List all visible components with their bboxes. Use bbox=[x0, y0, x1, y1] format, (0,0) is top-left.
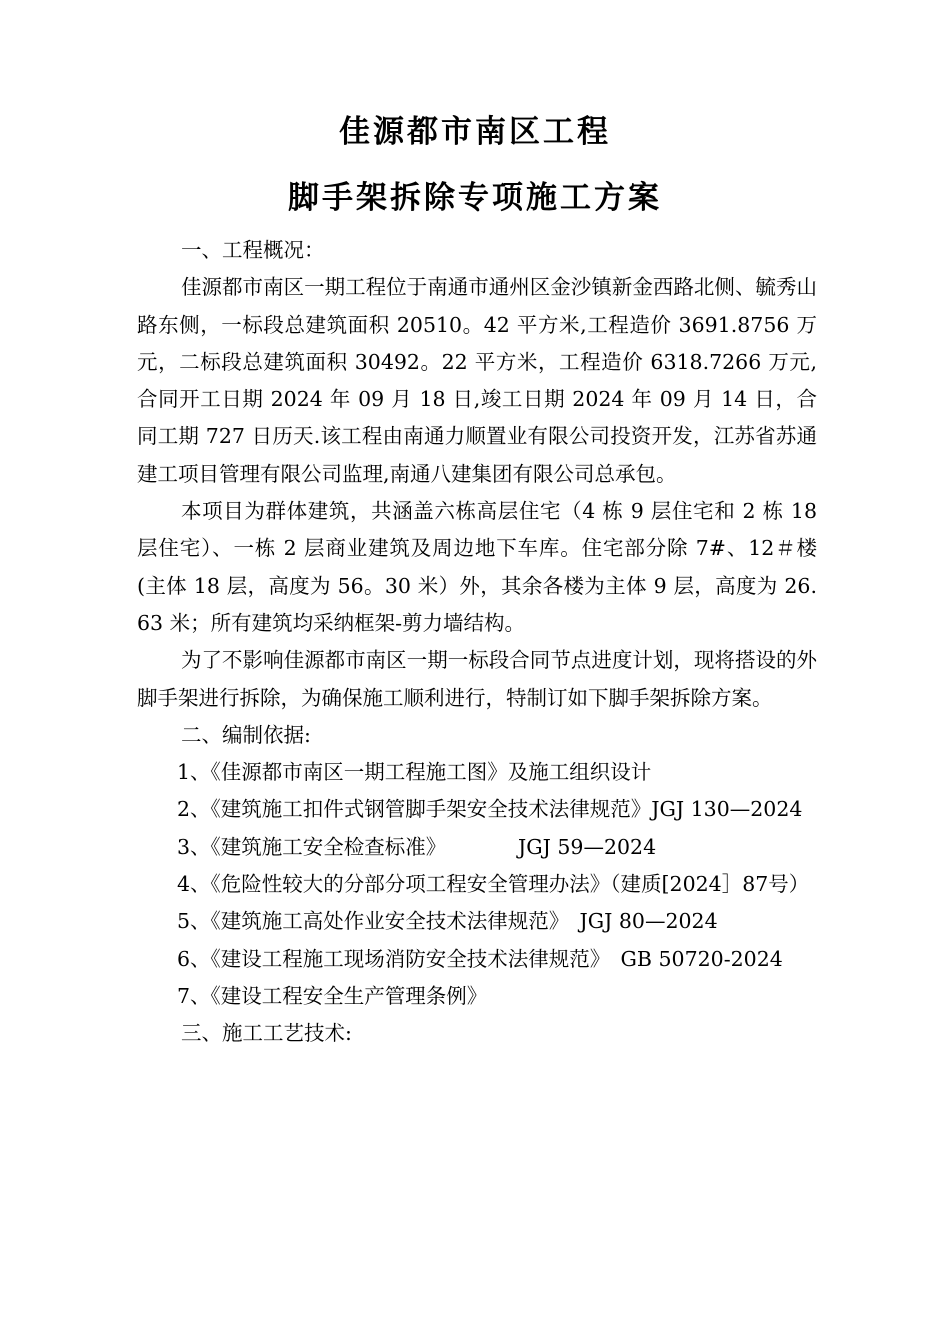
section-heading-overview: 一、工程概况： bbox=[181, 238, 325, 262]
basis-item: 7、《建设工程安全生产管理条例》 bbox=[177, 983, 488, 1008]
document-title: 佳源都市南区工程 bbox=[339, 114, 611, 150]
basis-item: 5、《建筑施工高处作业安全技术法律规范》 JGJ 80—2024 bbox=[177, 909, 718, 934]
basis-item: 1、《佳源都市南区一期工程施工图》及施工组织设计 bbox=[177, 760, 652, 785]
document-subtitle: 脚手架拆除专项施工方案 bbox=[288, 180, 662, 216]
basis-item: 3、《建筑施工安全检查标准》 JGJ 59—2024 bbox=[177, 834, 657, 859]
paragraph-building-composition: 本项目为群体建筑，共涵盖六栋高层住宅（4 栋 9 层住宅和 2 栋 18 层住宅）、一栋 2 层商业建筑及周边地下车库。住宅部分除 7#、12＃楼(主体 18 层，高度为 56。30 米）外，其余各楼为主体 9 层，高度为 26. 63 米；所有建筑均采纳框架-剪力墙结构。 bbox=[137, 499, 817, 635]
basis-item: 6、《建设工程施工现场消防安全技术法律规范》 GB 50720-2024 bbox=[177, 946, 783, 971]
paragraph-project-overview: 佳源都市南区一期工程位于南通市通州区金沙镇新金西路北侧、毓秀山路东侧，一标段总建筑面积 20510。42 平方米,工程造价 3691.8756 万元，二标段总建筑面积 30492。22 平方米，工程造价 6318.7266 万元,合同开工日期 2024 年 09 月 18 日,竣工日期 2024 年 09 月 14 日，合同工期 727 日历天.该工程由南通力顺置业有限公司投资开发，江苏省苏通建工项目管理有限公司监理,南通八建集团有限公司总承包。 bbox=[137, 275, 817, 486]
paragraph-purpose: 为了不影响佳源都市南区一期一标段合同节点进度计划，现将搭设的外脚手架进行拆除，为确保施工顺利进行，特制订如下脚手架拆除方案。 bbox=[137, 648, 817, 710]
section-heading-basis: 二、编制依据: bbox=[181, 722, 311, 747]
section-heading-technique: 三、施工工艺技术: bbox=[181, 1021, 352, 1046]
basis-item: 4、《危险性较大的分部分项工程安全管理办法》（建质[2024］87号） bbox=[177, 872, 810, 897]
document-body bbox=[137, 232, 817, 1053]
basis-item: 2、《建筑施工扣件式钢管脚手架安全技术法律规范》JGJ 130—2024 bbox=[177, 797, 803, 822]
